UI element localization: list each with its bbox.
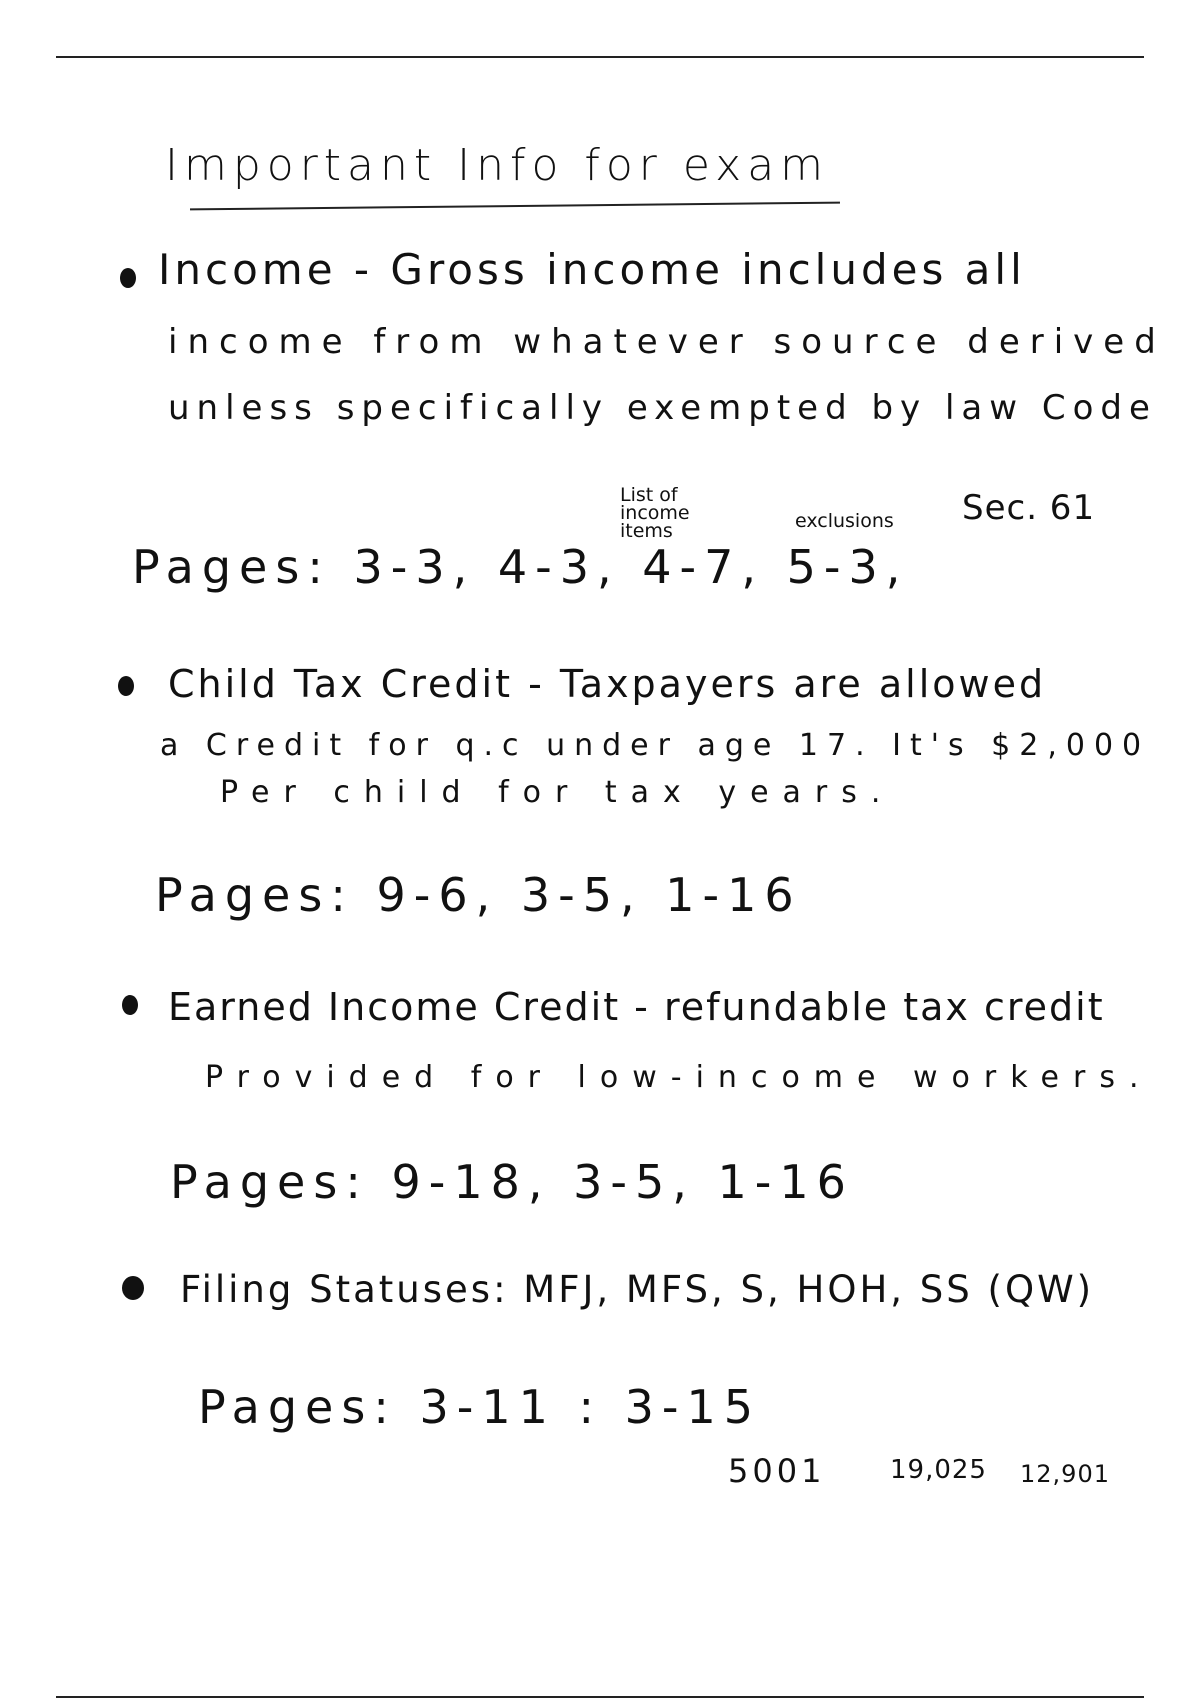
top-rule — [56, 56, 1144, 58]
income-line-2: income from whatever source derived — [168, 322, 1166, 362]
scribble-19025: 19,025 — [890, 1455, 987, 1485]
income-pages: Pages: 3-3, 4-3, 4-7, 5-3, — [132, 540, 909, 594]
eic-pages: Pages: 9-18, 3-5, 1-16 — [170, 1155, 854, 1209]
title-underline — [190, 202, 840, 211]
bottom-rule — [56, 1696, 1144, 1698]
page-title: Important Info for exam — [165, 140, 830, 191]
eic-line-2: Provided for low-income workers. — [205, 1060, 1153, 1095]
income-line-3: unless specifically exempted by law Code — [168, 388, 1157, 428]
ctc-line-1: Child Tax Credit - Taxpayers are allowed — [168, 662, 1047, 706]
ctc-line-2: a Credit for q.c under age 17. It's $2,000 — [160, 728, 1151, 763]
filing-pages: Pages: 3-11 : 3-15 — [198, 1380, 761, 1434]
scribble-12901: 12,901 — [1020, 1460, 1110, 1488]
annotation-exclusions: exclusions — [795, 510, 894, 532]
bullet-income — [120, 268, 136, 288]
eic-line-1: Earned Income Credit - refundable tax credit — [168, 985, 1105, 1029]
filing-line-1: Filing Statuses: MFJ, MFS, S, HOH, SS (QW) — [180, 1268, 1095, 1311]
annotation-income-items: List of income items — [620, 484, 690, 542]
ctc-line-3: Per child for tax years. — [220, 775, 895, 810]
bullet-earned-income-credit — [122, 995, 138, 1015]
bullet-filing-statuses — [122, 1276, 144, 1300]
bullet-child-tax-credit — [118, 676, 134, 696]
income-line-1: Income - Gross income includes all — [158, 245, 1026, 294]
ctc-pages: Pages: 9-6, 3-5, 1-16 — [155, 868, 802, 922]
scribble-5001: 5001 — [728, 1452, 826, 1490]
income-line-4: Sec. 61 — [962, 488, 1096, 528]
